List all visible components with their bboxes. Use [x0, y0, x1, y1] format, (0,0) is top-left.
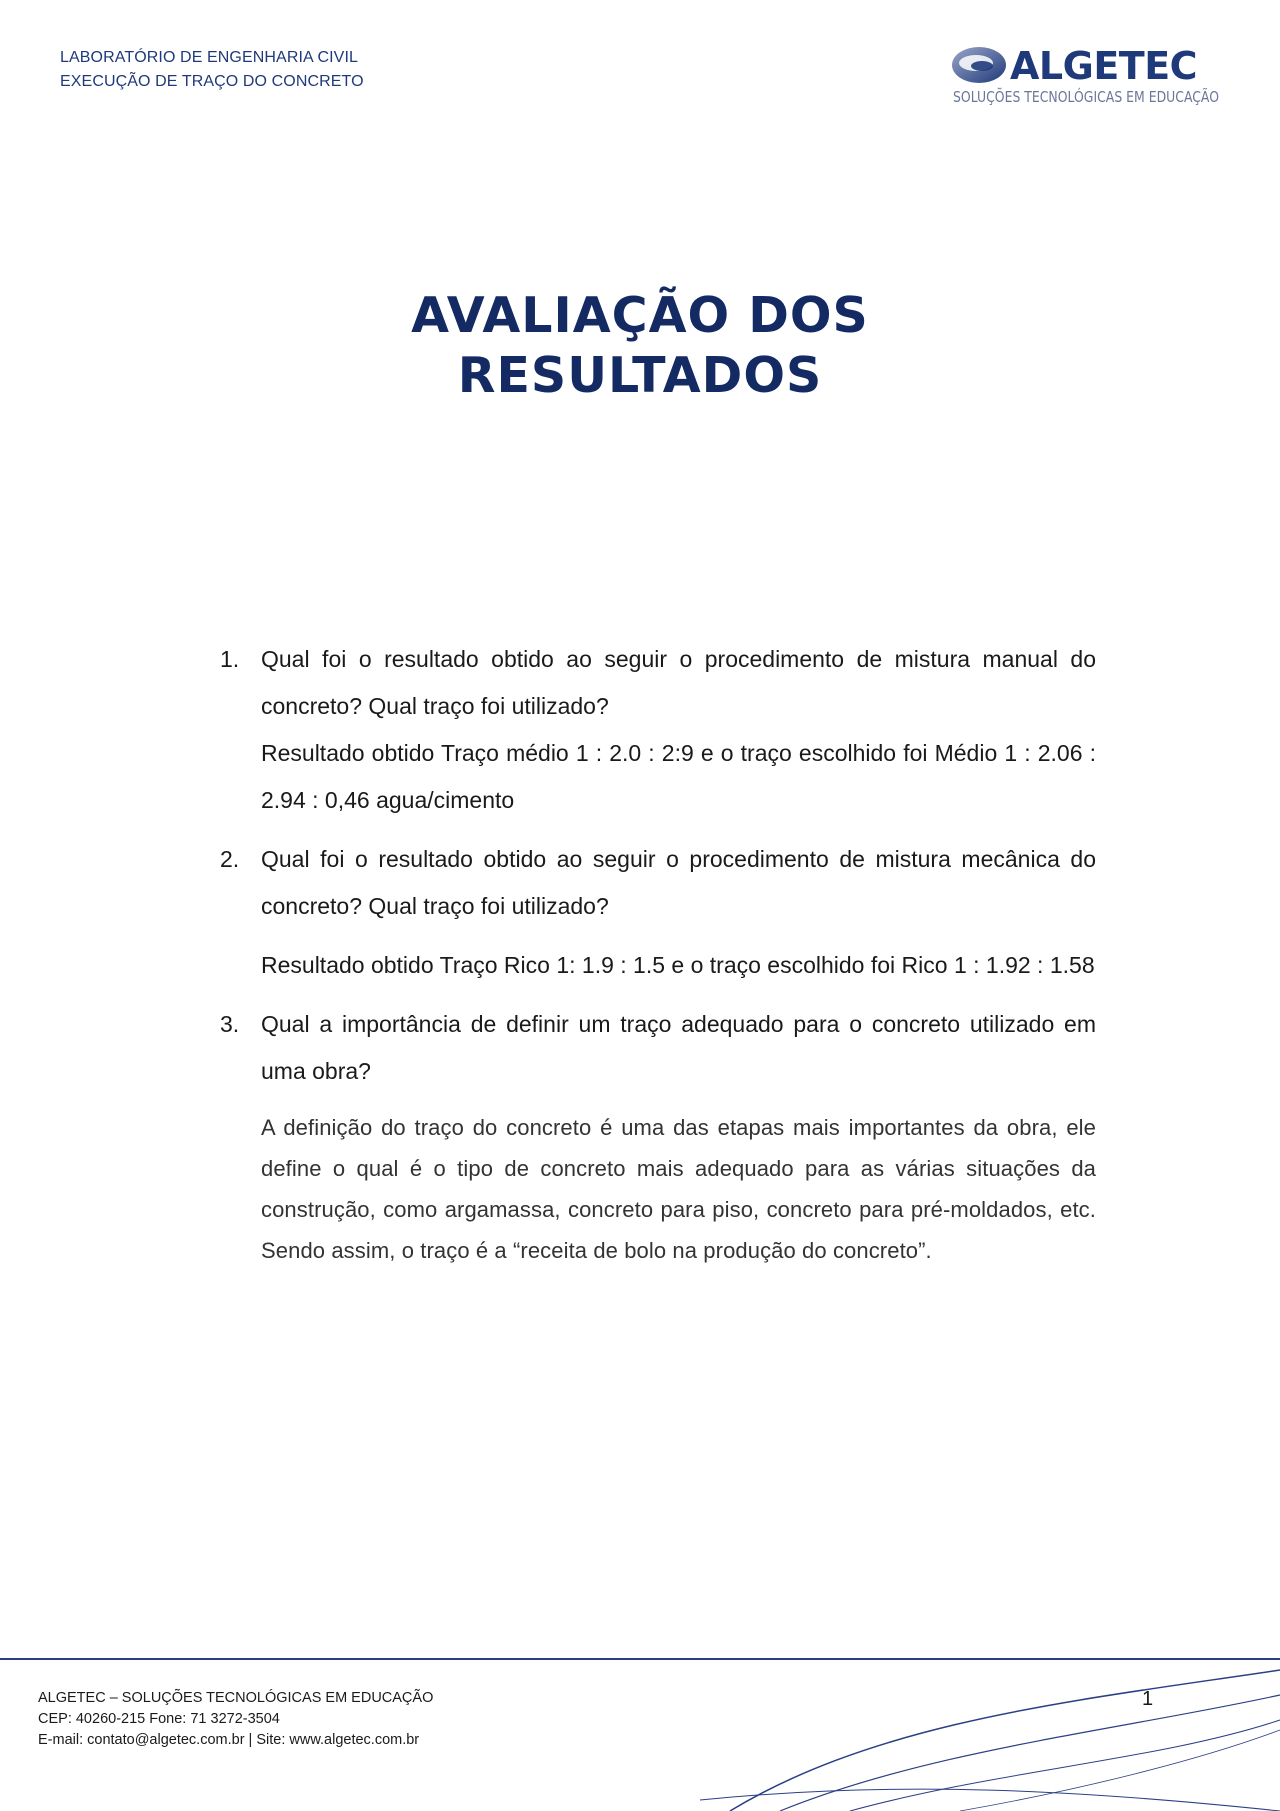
footer-company: ALGETEC – SOLUÇÕES TECNOLÓGICAS EM EDUCAÇÃO — [38, 1690, 434, 1706]
question-number: 1. — [220, 646, 240, 672]
footer-cep-phone: CEP: 40260-215 Fone: 71 3272-3504 — [38, 1711, 280, 1727]
header-lab-info — [60, 46, 364, 94]
question-text: Qual foi o resultado obtido ao seguir o procedimento de mistura mecânica do concreto? Qual traço foi utilizado? — [261, 846, 1096, 919]
algetec-logo — [952, 44, 1274, 116]
question-item-2 — [220, 836, 1096, 989]
question-item-1 — [220, 636, 1096, 824]
answer-paragraph: A definição do traço do concreto é uma das etapas mais importantes da obra, ele define o qual é o tipo de concreto mais adequado para as várias situações da construção, como argamassa, concreto para piso, concreto para pré-moldados, etc. Sendo assim, o traço é a “receita de bolo na produção do concreto”. — [261, 1115, 1096, 1263]
footer-email-site: E-mail: contato@algetec.com.br | Site: www.algetec.com.br — [38, 1732, 420, 1748]
answer-text: Resultado obtido Traço médio 1 : 2.0 : 2:9 e o traço escolhido foi Médio 1 : 2.06 : 2.94 : 0,46 agua/cimento — [261, 740, 1096, 813]
footer-swoosh-decoration — [700, 1660, 1280, 1811]
title-line-2: RESULTADOS — [457, 347, 823, 404]
page-number: 1 — [1142, 1688, 1154, 1710]
questions-list — [220, 636, 1096, 1271]
answer-text: Resultado obtido Traço Rico 1: 1.9 : 1.5 e o traço escolhido foi Rico 1 : 1.92 : 1.58 — [261, 952, 1095, 978]
question-item-3 — [220, 1001, 1096, 1271]
question-number: 3. — [220, 1011, 240, 1037]
logo-brand: ALGETEC — [1010, 44, 1198, 88]
globe-logo-icon — [952, 44, 1274, 116]
logo-tagline: SOLUÇÕES TECNOLÓGICAS EM EDUCAÇÃO — [953, 88, 1274, 106]
question-number: 2. — [220, 846, 240, 872]
footer-contact — [38, 1688, 433, 1751]
page-title — [340, 286, 940, 406]
title-line-1: AVALIAÇÃO DOS — [411, 287, 869, 344]
header-line-2: EXECUÇÃO DE TRAÇO DO CONCRETO — [60, 73, 364, 90]
question-text: Qual foi o resultado obtido ao seguir o procedimento de mistura manual do concreto? Qual traço foi utilizado? — [261, 646, 1096, 719]
question-text: Qual a importância de definir um traço adequado para o concreto utilizado em uma obra? — [261, 1011, 1096, 1084]
header-line-1: LABORATÓRIO DE ENGENHARIA CIVIL — [60, 49, 358, 66]
